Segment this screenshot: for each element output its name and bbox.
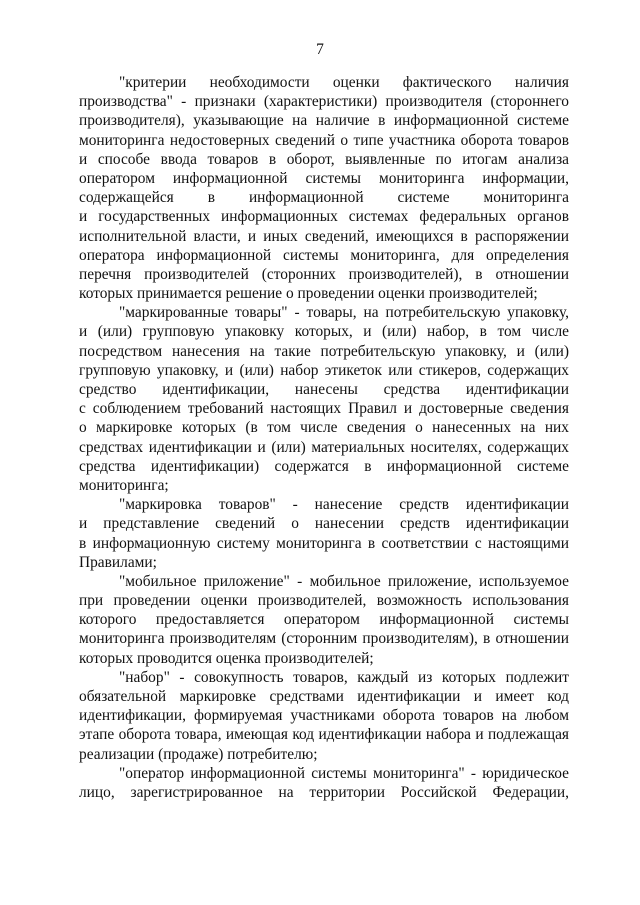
text-line: групповую упаковку, и (или) набор этикеток или стикеров, содержащих (79, 361, 569, 379)
text-line: с соблюдением требований настоящих Правил и достоверные сведения (79, 400, 569, 418)
text-line: идентификации, формируемая участниками оборота товаров на любом (79, 707, 569, 725)
text-line: "маркировка товаров" - нанесение средств идентификации (119, 496, 569, 514)
body-text (79, 73, 569, 802)
text-line: "критерии необходимости оценки фактического наличия (119, 74, 569, 91)
text-line: мониторинга; (79, 476, 169, 494)
text-line: посредством нанесения на такие потребительскую упаковку, и (или) (79, 342, 569, 360)
text-line: и способе ввода товаров в оборот, выявленные по итогам анализа (79, 150, 569, 168)
text-line: средство идентификации, нанесены средства идентификации (79, 381, 569, 398)
text-line: оператора информационной системы мониторинга, для определения (79, 246, 569, 264)
text-line: "набор" - совокупность товаров, каждый из которых подлежит (119, 668, 569, 686)
text-line: "маркированные товары" - товары, на потребительскую упаковку, (119, 304, 569, 322)
text-line: при проведении оценки производителей, возможность использования (79, 592, 569, 610)
text-line: и представление сведений о нанесении средств идентификации (79, 515, 569, 533)
text-line: перечня производителей (сторонних производителей), в отношении (79, 265, 569, 283)
text-line: и (или) групповую упаковку которых, и (или) набор, в том числе (79, 323, 569, 341)
text-line: средства идентификации) содержатся в информационной системе (79, 457, 569, 475)
text-line: которого предоставляется оператором информационной системы (79, 611, 569, 629)
text-line: этапе оборота товара, имеющая код идентификации набора и подлежащая (79, 726, 569, 744)
text-line: которых проводится оценка производителей; (79, 649, 374, 667)
text-line: Правилами; (79, 553, 157, 571)
text-line: мониторинга производителям (сторонним производителям), в отношении (79, 630, 569, 648)
text-line: которых принимается решение о проведении оценки производителей; (79, 285, 538, 303)
text-line: лицо, зарегистрированное на территории Российской Федерации, (79, 783, 569, 801)
text-line: производства" - признаки (характеристики) производителя (стороннего (79, 93, 569, 111)
text-line: "мобильное приложение" - мобильное приложение, используемое (119, 572, 569, 590)
text-line: в информационную систему мониторинга в соответствии с настоящими (79, 534, 569, 552)
page-number: 7 (316, 41, 324, 58)
text-line: о маркировке которых (в том числе сведения о нанесенных на них (79, 419, 569, 437)
text-line: и государственных информационных системах федеральных органов (79, 208, 569, 226)
text-line: "оператор информационной системы мониторинга" - юридическое (119, 764, 569, 782)
text-line: мониторинга недостоверных сведений о типе участника оборота товаров (79, 131, 569, 149)
text-line: содержащейся в информационной системе мониторинга (79, 189, 569, 207)
text-line: оператором информационной системы мониторинга информации, (79, 169, 569, 187)
text-line: производителя), указывающие на наличие в информационной системе (79, 112, 569, 130)
text-line: реализации (продаже) потребителю; (79, 745, 318, 763)
text-line: средствах идентификации и (или) материальных носителях, содержащих (79, 438, 569, 456)
text-line: обязательной маркировке средствами идентификации и имеет код (79, 688, 569, 705)
text-line: исполнительной власти, и иных сведений, имеющихся в распоряжении (79, 227, 569, 245)
